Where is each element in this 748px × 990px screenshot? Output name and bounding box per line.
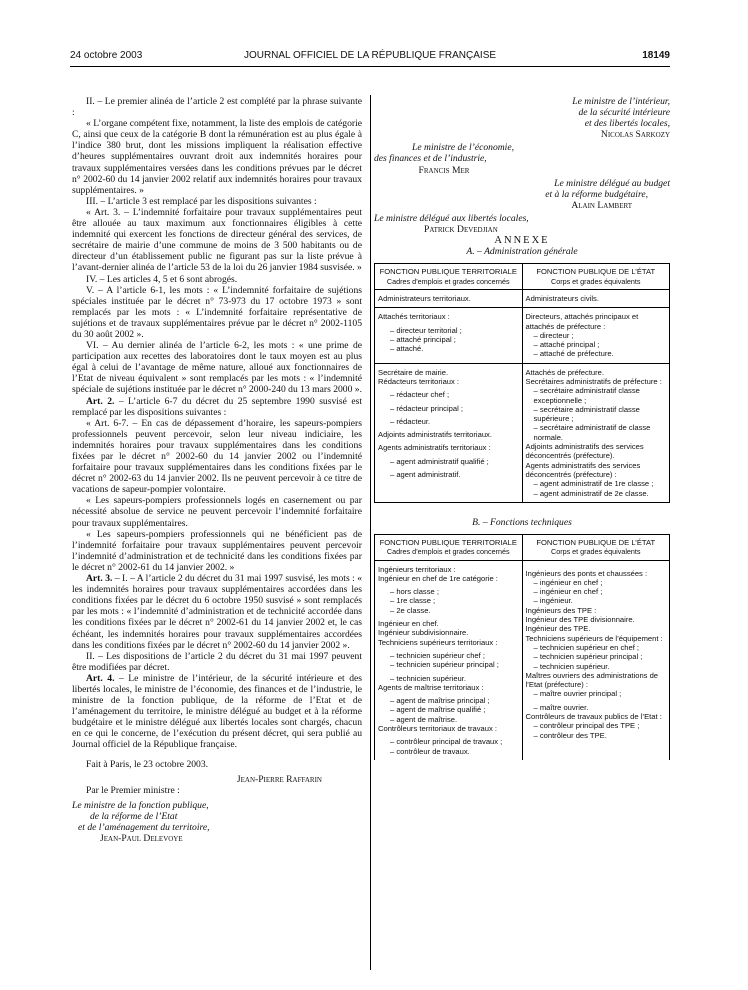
cell-line: – ingénieur en chef ;: [533, 587, 603, 597]
article-4-paragraph: Art. 4. – Le ministre de l’intérieur, de la sécurité intérieure et des libertés locales, le ministre de l’économie, des finances et de l’industrie, le ministre de la fonction publique, de la réforme de l’Etat et de l’aménagement du territoire, le ministre délégué au budget et à la réforme budgétaire et le ministre délégué aux libertés locales sont chargés, chacun en ce qui le concerne, de l’exécution du présent décret, qui sera publié au Journal officiel de la République française.: [72, 672, 362, 751]
cell-line: – directeur territorial ;: [390, 325, 462, 335]
paragraph: « Les sapeurs-pompiers professionnels logés en casernement ou par nécessité absolue de service ne peuvent percevoir l’indemnité forfaitaire pour travaux supplémentaires.: [72, 495, 362, 529]
cell-line: – ingénieur en chef ;: [533, 577, 603, 587]
section-a-title: A. – Administration générale: [466, 246, 578, 258]
cell-line: – attaché.: [390, 344, 424, 354]
cell-line: Directeurs, attachés principaux et attachés de préfecture :: [525, 312, 639, 331]
cell-line: – 1re classe ;: [390, 596, 436, 606]
column-header-territoriale: FONCTION PUBLIQUE TERRITORIALE Cadres d’emplois et grades concernés: [375, 534, 523, 560]
paragraph: II. – Les dispositions de l’article 2 du décret du 31 mai 1997 peuvent être modifiées par décret.: [72, 650, 362, 673]
cell-line: – attaché principal ;: [390, 334, 456, 344]
cell-line: Techniciens supérieurs de l’équipement :: [525, 633, 663, 643]
article-2-paragraph: Art. 2. – L’article 6-7 du décret du 25 septembre 1990 susvisé est remplacé par les dispositions suivantes :: [72, 395, 363, 418]
cell-line: Ingénieurs territoriaux :: [378, 564, 456, 574]
cell-line: Agents de maîtrise territoriaux :: [378, 682, 484, 692]
cell-line: – technicien supérieur.: [390, 673, 466, 683]
cell-line: Secrétaires administratifs de préfecture :: [525, 376, 662, 386]
table-row: [375, 363, 670, 502]
signature-date: Fait à Paris, le 23 octobre 2003.: [86, 758, 209, 770]
cell-line: – agent administratif qualifié ;: [390, 456, 489, 466]
table-row: [375, 560, 670, 760]
cell-line: – technicien supérieur chef ;: [390, 650, 485, 660]
cell-line: – contrôleur principal de travaux ;: [390, 737, 503, 747]
paragraph: « Art. 3. – L’indemnité forfaitaire pour travaux supplémentaires peut être allouée au taux maximum aux fonctionnaires éligibles à cette indemnité qui exercent les fonctions de directeur général des services, de secrétaire de mairie d’une commune de moins de 3 500 habitants ou de directeur d’un établissement public ne figurant pas sur la liste prévue à l’avant-dernier alinéa de l’article 53 de la loi du 26 janvier 1984 susvisée. »: [72, 206, 362, 274]
cell-line: Adjoints administratifs territoriaux.: [378, 430, 492, 440]
cell-line: – technicien supérieur principal ;: [533, 652, 643, 662]
signatory-name: Nicolas Sarkozy: [600, 129, 670, 141]
cell-line: Agents administratifs des services déconcentrés (préfecture) :: [525, 460, 641, 479]
cell-line: Ingénieur des TPE divisionnaire.: [525, 615, 635, 625]
paragraph: « Les sapeurs-pompiers professionnels qui ne bénéficient pas de l’indemnité forfaitaire pour travaux supplémentaires peuvent percevoir l’indemnité d’administration et de technicité dans les conditions fixées par le décret n° 2002-61 du 14 janvier 2002. »: [72, 528, 362, 573]
page-header: [70, 50, 670, 64]
article-label: Art. 2.: [86, 395, 115, 407]
cell-line: – agent de maîtrise principal ;: [390, 696, 490, 706]
cell-line: – ingénieur.: [533, 596, 573, 606]
signatory-block: Le ministre délégué au budget et à la réforme budgétaire, Alain Lambert: [374, 178, 670, 211]
cell-line: – contrôleur des TPE.: [533, 730, 607, 740]
section-b-title: B. – Fonctions techniques: [472, 516, 572, 528]
signatory-name: Patrick Devedjian: [424, 224, 498, 236]
header-rule: [70, 66, 670, 67]
cell-line: – hors classe ;: [390, 587, 439, 597]
right-column: [374, 96, 670, 760]
header-date: 24 octobre 2003: [70, 50, 143, 61]
cell-line: Attachés de préfecture.: [525, 367, 605, 377]
cell-line: – maître ouvrier principal ;: [533, 689, 622, 699]
cell-line: – contrôleur de travaux.: [390, 746, 470, 756]
cell-territoriale: [375, 560, 523, 760]
table-row: [375, 289, 670, 307]
paragraph: II. – Le premier alinéa de l’article 2 est complété par la phrase suivante :: [72, 96, 362, 119]
signatory-name: Francis Mer: [418, 164, 470, 176]
paragraph: IV. – Les articles 4, 5 et 6 sont abrogés.: [86, 273, 238, 285]
cell-line: – rédacteur.: [390, 416, 431, 426]
annex-title: ANNEXE: [494, 235, 550, 247]
table-fonctions-techniques: [374, 534, 670, 760]
cell-line: Rédacteurs territoriaux :: [378, 376, 460, 386]
article-label: Art. 3.: [86, 573, 113, 585]
cell-line: – rédacteur chef ;: [390, 390, 450, 400]
signatory-block: Le ministre délégué aux libertés locales, Patrick Devedjian: [374, 213, 670, 235]
cell-line: – agent administratif de 2e classe.: [533, 488, 649, 498]
cell-line: – attaché de préfecture.: [533, 349, 614, 359]
cell-line: Ingénieur en chef.: [378, 619, 439, 629]
cell-line: – secrétaire administratif classe exceptionnelle ;: [533, 386, 640, 405]
article-3-paragraph: Art. 3. – I. – A l’article 2 du décret du 31 mai 1997 susvisé, les mots : « les indemnités horaires pour travaux supplémentaires accordées dans les conditions fixées par le décret du 6 octobre 1950 susvisé » sont remplacés par les mots : « l’indemnité d’administration et de technicité accordée dans les conditions fixées par le décret n° 2002-61 du 14 janvier 2002 et, le cas échéant, les indemnités horaires pour travaux supplémentaires accordées dans les conditions fixées par le décret n° 2002-60 du 14 janvier 2002 ».: [72, 573, 362, 651]
cell-line: Administrateurs civils.: [525, 293, 599, 303]
cell-line: – agent de maîtrise qualifié ;: [390, 705, 486, 715]
header-journal-title: JOURNAL OFFICIEL DE LA RÉPUBLIQUE FRANÇAISE: [243, 50, 497, 61]
cell-line: – agent administratif de 1re classe ;: [533, 479, 654, 489]
cell-line: – agent administratif.: [390, 470, 461, 480]
cell-line: Attachés territoriaux :: [378, 312, 450, 322]
cell-line: Ingénieur en chef de 1re catégorie :: [378, 573, 498, 583]
cell-line: – maître ouvrier.: [533, 702, 589, 712]
cell-line: Agents administratifs territoriaux :: [378, 443, 491, 453]
cell-line: – contrôleur principal des TPE ;: [533, 721, 640, 731]
table-administration-generale: [374, 263, 670, 503]
cell-line: – technicien supérieur en chef ;: [533, 642, 640, 652]
cell-line: Ingénieur subdivisionnaire.: [378, 628, 469, 638]
cell-line: Techniciens supérieurs territoriaux :: [378, 637, 498, 647]
cell-line: Ingénieurs des TPE :: [525, 605, 597, 615]
cell-line: Maîtres ouvriers des administrations de l’Etat (préfecture) :: [525, 670, 659, 690]
cell-territoriale: [375, 363, 523, 502]
cell-etat: [522, 560, 670, 760]
article-label: Art. 4.: [86, 672, 115, 684]
paragraph: VI. – Au dernier alinéa de l’article 6-2, les mots : « une prime de participation aux recettes des laboratoires dont le taux moyen est au plus égal à celui de l’avantage de même nature, alloué aux fonctionnaires de l’Etat de niveau équivalent » sont remplacés par les mots : « l’indemnité spéciale de sujétions instituée par le décret n° 2000-240 du 13 mars 2000 ».: [72, 340, 362, 396]
column-divider: [370, 95, 371, 970]
column-header-territoriale: FONCTION PUBLIQUE TERRITORIALE Cadres d’emplois et grades concernés: [375, 264, 523, 290]
cell-line: – secrétaire administratif classe supérieure ;: [533, 404, 640, 424]
cell-line: Ingénieurs des ponts et chaussées :: [525, 568, 648, 578]
cell-line: Secrétaire de mairie.: [378, 367, 449, 377]
cell-etat: [522, 363, 670, 502]
cell-line: – technicien supérieur principal ;: [390, 660, 499, 670]
left-column: [72, 96, 362, 844]
cell-line: – secrétaire administratif de classe normale.: [533, 423, 651, 442]
signatory-block: Le ministre de l’intérieur, de la sécurité intérieure et des libertés locales, Nicolas Sarkozy: [374, 96, 670, 140]
signatory-name: Alain Lambert: [571, 199, 632, 211]
cell-territoriale: [375, 308, 523, 363]
cell-line: Ingénieur des TPE.: [525, 624, 591, 634]
paragraph: V. – A l’article 6-1, les mots : « L’indemnité forfaitaire de sujétions spéciales instituée par le décret n° 73-973 du 17 octobre 1973 » sont remplacés par les mots : « L’indemnité forfaitaire représentative de sujétions et de travaux supplémentaires prévue par le décret n° 2002-1105 du 30 août 2002 ».: [72, 284, 362, 340]
signatory-name: Jean-Paul Delevoye: [100, 833, 183, 845]
cell-line: Adjoints administratifs des services déconcentrés (préfecture).: [525, 442, 644, 461]
cell-line: – rédacteur principal ;: [390, 403, 464, 413]
cell-line: – directeur ;: [533, 330, 574, 340]
cell-etat: [522, 308, 670, 363]
signatory-block: Le ministre de la fonction publique, de la réforme de l’Etat et de l’aménagement du territoire, Jean-Paul Delevoye: [72, 800, 362, 844]
cell-line: – attaché principal ;: [533, 340, 600, 350]
header-page-number: 18149: [642, 50, 670, 61]
paragraph: III. – L’article 3 est remplacé par les dispositions suivantes :: [86, 195, 317, 207]
prime-minister-name: Jean-Pierre Raffarin: [236, 773, 322, 785]
cell-etat: [522, 289, 670, 307]
paragraph: « Art. 6-7. – En cas de dépassement d’horaire, les sapeurs-pompiers professionnels peuvent percevoir, selon leur niveau indiciaire, les indemnités horaires pour travaux supplémentaires dans les conditions fixées par le décret n° 2002-60 du 14 janvier 2002 ou l’indemnité forfaitaire pour travaux supplémentaires dans les conditions fixées par le décret n° 2002-63 du 14 janvier 2002. Ils ne peuvent percevoir à ce titre de vacations de sapeur-pompier volontaire.: [72, 417, 362, 496]
cell-line: – 2e classe.: [390, 605, 431, 615]
cell-line: Contrôleurs territoriaux de travaux :: [378, 723, 498, 733]
table-row: [375, 308, 670, 363]
by-prime-minister: Par le Premier ministre :: [86, 784, 180, 796]
cell-line: Contrôleurs de travaux publics de l’Etat :: [525, 711, 662, 721]
cell-line: Administrateurs territoriaux.: [378, 293, 471, 303]
column-header-etat: FONCTION PUBLIQUE DE L’ÉTAT Corps et grades équivalents: [522, 534, 670, 560]
cell-line: – agent de maîtrise.: [390, 714, 458, 724]
column-header-etat: FONCTION PUBLIQUE DE L’ÉTAT Corps et grades équivalents: [522, 264, 670, 290]
paragraph: « L’organe compétent fixe, notamment, la liste des emplois de catégorie C, ainsi que ceux de la catégorie B dont la rémunération est au plus égale à l’indice 380 brut, dont les missions impliquent la réalisation effective d’heures supplémentaires ouvrant droit aux indemnités horaires pour travaux supplémentaires versées dans les conditions prévues par le décret n° 2002-60 du 14 janvier 2002 relatif aux indemnités horaires pour travaux supplémentaires. »: [72, 118, 363, 196]
cell-territoriale: [375, 289, 523, 307]
signatory-block: Le ministre de l’économie, des finances et de l’industrie, Francis Mer: [374, 142, 514, 176]
cell-line: – technicien supérieur.: [533, 661, 610, 671]
